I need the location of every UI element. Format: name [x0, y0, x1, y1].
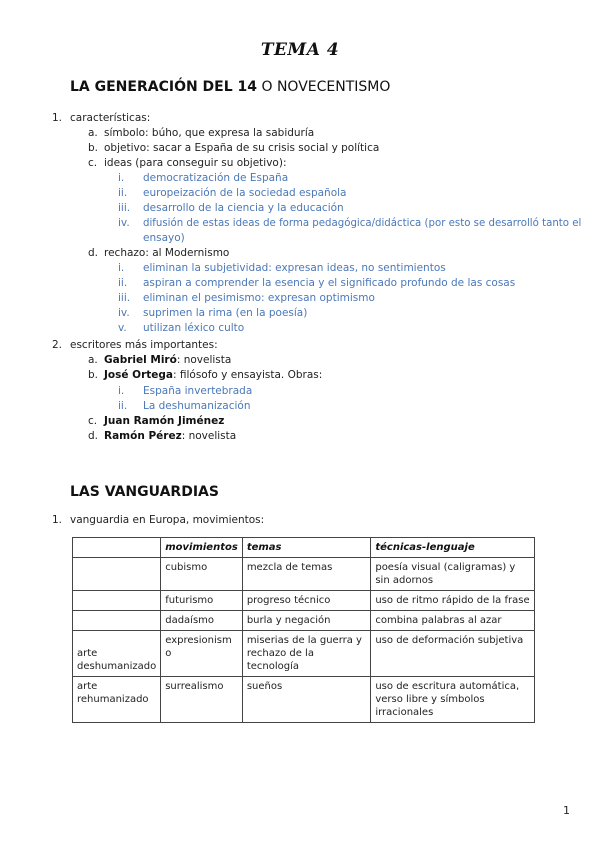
- table-cell: uso de ritmo rápido de la frase: [371, 591, 535, 611]
- table-cell: surrealismo: [161, 677, 243, 723]
- list-item: [118, 306, 307, 321]
- list-marker: 1.: [52, 112, 63, 124]
- list-item: [118, 291, 375, 306]
- list-text: escritores más importantes:: [70, 339, 218, 351]
- list-marker: iv.: [118, 307, 130, 319]
- table-cell: sueños: [242, 677, 371, 723]
- list-item: [88, 429, 236, 444]
- table-cell: uso de deformación subjetiva: [371, 631, 535, 677]
- table-header-cell: técnicas-lenguaje: [371, 538, 535, 558]
- table-row: [73, 611, 535, 631]
- list-text: rechazo: al Modernismo: [104, 247, 230, 259]
- table-row: [73, 591, 535, 611]
- table-cell: combina palabras al azar: [371, 611, 535, 631]
- list-marker: b.: [88, 142, 99, 154]
- list-text: : novelista: [181, 430, 237, 442]
- list-text: España invertebrada: [143, 385, 253, 397]
- list-marker: iii.: [118, 202, 131, 214]
- list-text: europeización de la sociedad española: [143, 187, 347, 199]
- table-cell: uso de escritura automática, verso libre y símbolos irracionales: [371, 677, 535, 723]
- table-cell: dadaísmo: [161, 611, 243, 631]
- vanguardias-table: [72, 537, 535, 723]
- list-text: desarrollo de la ciencia y la educación: [143, 202, 344, 214]
- writer-name: Juan Ramón Jiménez: [104, 415, 225, 427]
- table-header-cell: [73, 538, 161, 558]
- list-item: [88, 246, 229, 261]
- table-header-row: [73, 538, 535, 558]
- list-text: eliminan la subjetividad: expresan ideas, no sentimientos: [143, 262, 446, 274]
- table-header-cell: movimientos: [161, 538, 243, 558]
- list-item-continuation: [118, 231, 185, 246]
- list-marker: i.: [118, 262, 125, 274]
- list-marker: 1.: [52, 514, 63, 526]
- list-marker: a.: [88, 127, 98, 139]
- table-header-cell: temas: [242, 538, 371, 558]
- list-marker: d.: [88, 247, 99, 259]
- list-marker: ii.: [118, 277, 128, 289]
- list-marker: i.: [118, 385, 125, 397]
- table-cell: arte deshumanizado: [73, 631, 161, 677]
- list-item: [118, 399, 250, 414]
- section-heading-generacion: [70, 79, 390, 95]
- list-marker: iii.: [118, 292, 131, 304]
- section-heading-bold: LA GENERACIÓN DEL 14: [70, 79, 258, 95]
- table-row: [73, 631, 535, 677]
- list-item: [88, 141, 379, 156]
- list-marker: i.: [118, 172, 125, 184]
- table-cell: [73, 591, 161, 611]
- page-title: TEMA 4: [260, 40, 340, 60]
- table-cell: arte rehumanizado: [73, 677, 161, 723]
- list-item: [88, 156, 286, 171]
- list-marker: ii.: [118, 400, 128, 412]
- list-item: [88, 126, 314, 141]
- list-text: símbolo: búho, que expresa la sabiduría: [104, 127, 315, 139]
- list-item: [88, 414, 224, 429]
- list-text: utilizan léxico culto: [143, 322, 245, 334]
- table-cell: expresionism o: [161, 631, 243, 677]
- list-item: [88, 368, 322, 383]
- page-number: 1: [563, 804, 570, 817]
- writer-name: Gabriel Miró: [104, 354, 177, 366]
- table-cell: [73, 558, 161, 591]
- table-cell: [73, 611, 161, 631]
- table-cell: progreso técnico: [242, 591, 371, 611]
- table-row: [73, 677, 535, 723]
- table-cell: burla y negación: [242, 611, 371, 631]
- list-marker: d.: [88, 430, 99, 442]
- list-text: difusión de estas ideas de forma pedagógica/didáctica (por esto se desarrolló tanto el: [143, 218, 582, 229]
- list-item: [118, 201, 344, 216]
- list-marker: a.: [88, 354, 98, 366]
- list-marker: iv.: [118, 217, 130, 229]
- list-text: eliminan el pesimismo: expresan optimismo: [143, 292, 375, 304]
- section-heading-vanguardias: [70, 484, 219, 500]
- list-marker: c.: [88, 415, 98, 427]
- section-heading-rest: O NOVECENTISMO: [261, 79, 391, 95]
- table-cell: miserias de la guerra y rechazo de la tecnología: [242, 631, 371, 677]
- list-item: [118, 384, 252, 399]
- list-item: [118, 321, 244, 336]
- list-text: : filósofo y ensayista. Obras:: [173, 369, 323, 381]
- list-item: [118, 186, 346, 201]
- table-cell: cubismo: [161, 558, 243, 591]
- list-item: [118, 171, 288, 186]
- section-heading-bold: LAS VANGUARDIAS: [70, 484, 219, 500]
- list-item: [52, 513, 264, 528]
- list-text: vanguardia en Europa, movimientos:: [70, 514, 265, 526]
- list-marker: ii.: [118, 187, 128, 199]
- list-item: [52, 338, 218, 353]
- list-text: : novelista: [176, 354, 232, 366]
- list-marker: c.: [88, 157, 98, 169]
- list-item: [118, 261, 446, 276]
- table-cell: futurismo: [161, 591, 243, 611]
- list-text: características:: [70, 112, 151, 124]
- list-marker: 2.: [52, 339, 63, 351]
- table-cell: mezcla de temas: [242, 558, 371, 591]
- writer-name: Ramón Pérez: [104, 430, 182, 442]
- table-cell: poesía visual (caligramas) y sin adornos: [371, 558, 535, 591]
- list-text: objetivo: sacar a España de su crisis social y política: [104, 142, 380, 154]
- list-text: ideas (para conseguir su objetivo):: [104, 157, 287, 169]
- list-item: [118, 276, 515, 291]
- list-text: aspiran a comprender la esencia y el significado profundo de las cosas: [143, 277, 516, 289]
- list-text: La deshumanización: [143, 400, 251, 412]
- list-item: [88, 353, 231, 368]
- table-row: [73, 558, 535, 591]
- list-text: suprimen la rima (en la poesía): [143, 307, 308, 319]
- writer-name: José Ortega: [104, 369, 173, 381]
- list-marker: b.: [88, 369, 99, 381]
- list-text: democratización de España: [143, 172, 289, 184]
- list-item: [52, 111, 150, 126]
- list-marker: v.: [118, 322, 127, 334]
- list-item: [118, 216, 581, 231]
- list-text: ensayo): [143, 232, 185, 244]
